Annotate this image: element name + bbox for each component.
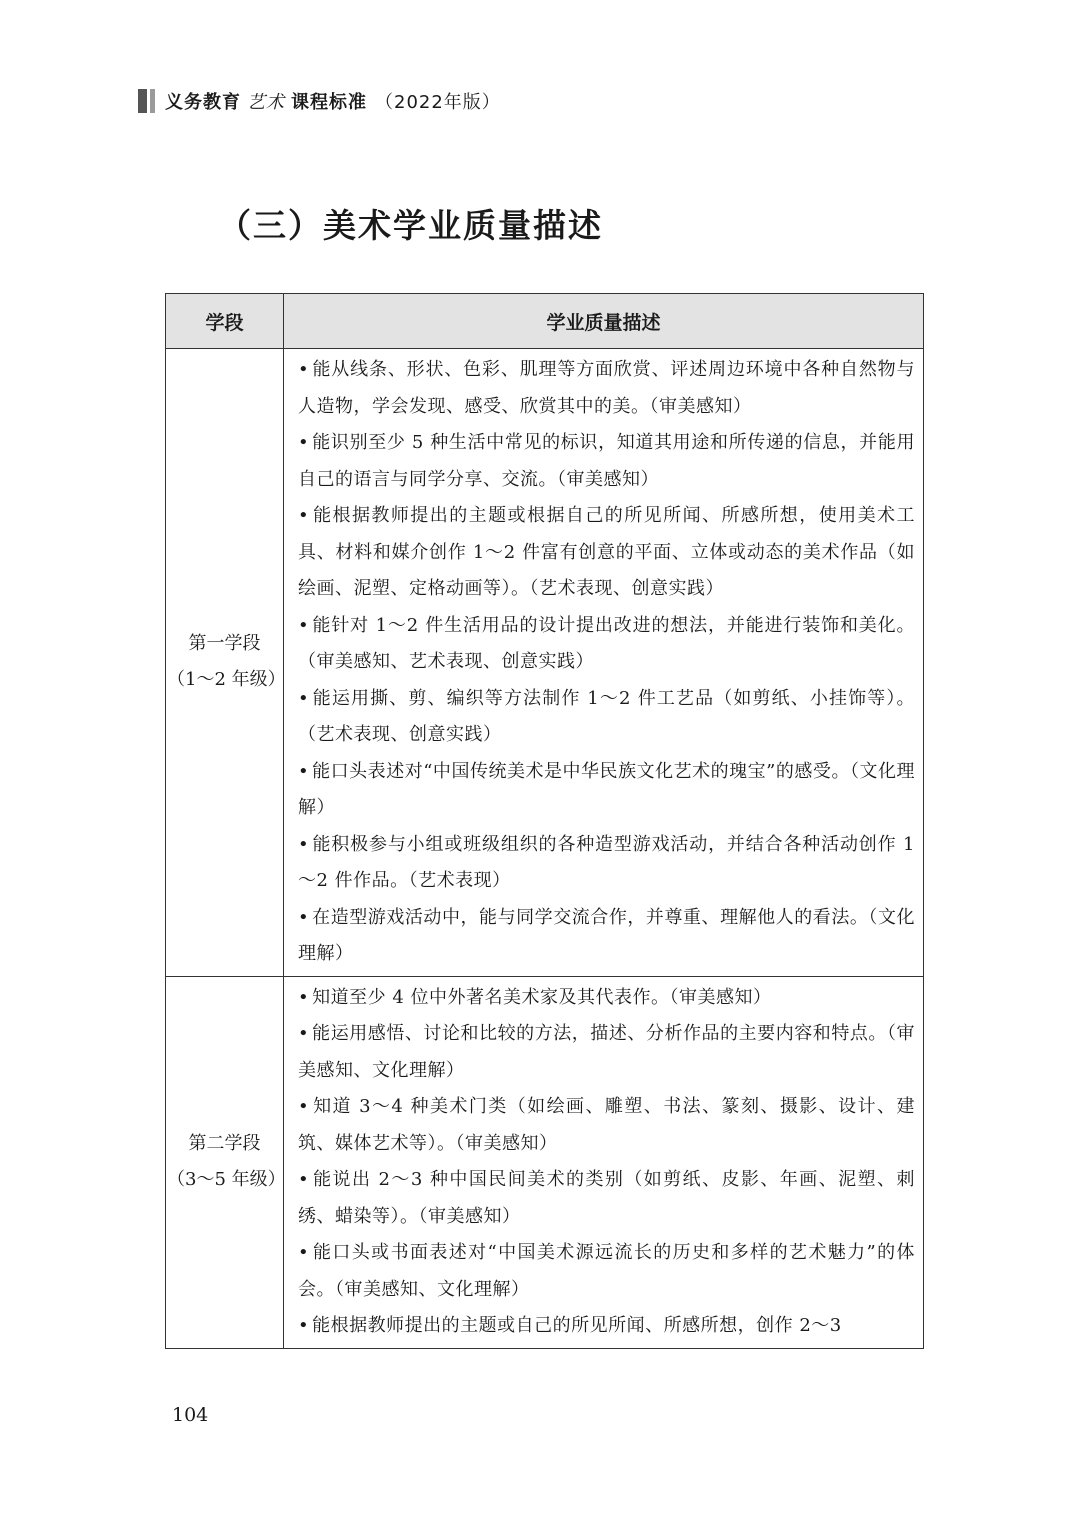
- list-item: • 能说出 2～3 种中国民间美术的类别（如剪纸、皮影、年画、泥塑、刺绣、蜡染等）。（审美感知）: [298, 1169, 915, 1227]
- bullet: •: [298, 1315, 310, 1336]
- list-item: • 能口头或书面表述对“中国美术源远流长的历史和多样的艺术魅力”的体会。（审美感知、文化理解）: [298, 1242, 915, 1300]
- table-row: [166, 349, 924, 977]
- list-item: • 知道至少 4 位中外著名美术家及其代表作。（审美感知）: [298, 986, 772, 1008]
- header-part3: 课程标准: [291, 92, 367, 113]
- bullet: •: [298, 760, 310, 782]
- list-item: • 能运用撕、剪、编织等方法制作 1～2 件工艺品（如剪纸、小挂饰等）。（艺术表现、创意实践）: [298, 687, 915, 745]
- header-dark-bar: [138, 89, 147, 113]
- bullet: •: [298, 432, 310, 453]
- bullet: •: [298, 687, 310, 709]
- stage-grade: （3～5 年级）: [167, 1169, 286, 1190]
- header-part1: 义务教育: [165, 92, 241, 113]
- column-header-stage: 学段: [166, 294, 284, 349]
- bullet: •: [298, 1096, 310, 1117]
- table-header-row: [166, 294, 924, 349]
- header-title: [165, 88, 501, 114]
- bullet: •: [298, 1242, 310, 1263]
- quality-table: [165, 293, 924, 1349]
- stage-cell: [166, 976, 284, 1348]
- list-item: • 能从线条、形状、色彩、肌理等方面欣赏、评述周边环境中各种自然物与人造物，学会发现、感受、欣赏其中的美。（审美感知）: [298, 359, 915, 417]
- header-bar-marks: [138, 89, 155, 113]
- list-item: • 能运用感悟、讨论和比较的方法，描述、分析作品的主要内容和特点。（审美感知、文化理解）: [298, 1023, 915, 1081]
- header-part2: 艺术: [247, 92, 285, 113]
- list-item: • 能口头表述对“中国传统美术是中华民族文化艺术的瑰宝”的感受。（文化理解）: [298, 760, 915, 818]
- header-light-bar: [150, 89, 155, 113]
- list-item: • 能根据教师提出的主题或根据自己的所见所闻、所感所想，使用美术工具、材料和媒介创作 1～2 件富有创意的平面、立体或动态的美术作品（如绘画、泥塑、定格动画等）。（艺术表现、创意实践）: [298, 505, 915, 599]
- list-item: • 能积极参与小组或班级组织的各种造型游戏活动，并结合各种活动创作 1～2 件作品。（艺术表现）: [298, 833, 915, 891]
- section-title: （三）美术学业质量描述: [218, 206, 603, 245]
- column-header-description: 学业质量描述: [284, 294, 924, 349]
- list-item: • 能针对 1～2 件生活用品的设计提出改进的想法，并能进行装饰和美化。（审美感知、艺术表现、创意实践）: [298, 614, 915, 672]
- list-item: • 能识别至少 5 种生活中常见的标识，知道其用途和所传递的信息，并能用自己的语言与同学分享、交流。（审美感知）: [298, 432, 915, 490]
- bullet: •: [298, 986, 310, 1008]
- bullet: •: [298, 359, 310, 380]
- bullet: •: [298, 906, 310, 928]
- bullet: •: [298, 614, 310, 636]
- stage-grade: （1～2 年级）: [167, 669, 286, 691]
- bullet: •: [298, 833, 310, 855]
- bullet: •: [298, 505, 310, 526]
- list-item: • 在造型游戏活动中，能与同学交流合作，并尊重、理解他人的看法。（文化理解）: [298, 906, 915, 964]
- list-item: • 知道 3～4 种美术门类（如绘画、雕塑、书法、篆刻、摄影、设计、建筑、媒体艺术等）。（审美感知）: [298, 1096, 915, 1154]
- description-cell: [284, 976, 924, 1348]
- table-row: [166, 976, 924, 1348]
- header-part4: （2022年版）: [375, 92, 501, 113]
- bullet: •: [298, 1023, 310, 1044]
- page-number: 104: [172, 1404, 209, 1426]
- bullet: •: [298, 1169, 310, 1190]
- stage-name: 第二学段: [188, 1133, 261, 1154]
- description-cell: [284, 349, 924, 977]
- list-item: • 能根据教师提出的主题或自己的所见所闻、所感所想，创作 2～3: [298, 1315, 842, 1336]
- stage-name: 第一学段: [188, 633, 261, 655]
- running-header: [138, 88, 501, 114]
- stage-cell: [166, 349, 284, 977]
